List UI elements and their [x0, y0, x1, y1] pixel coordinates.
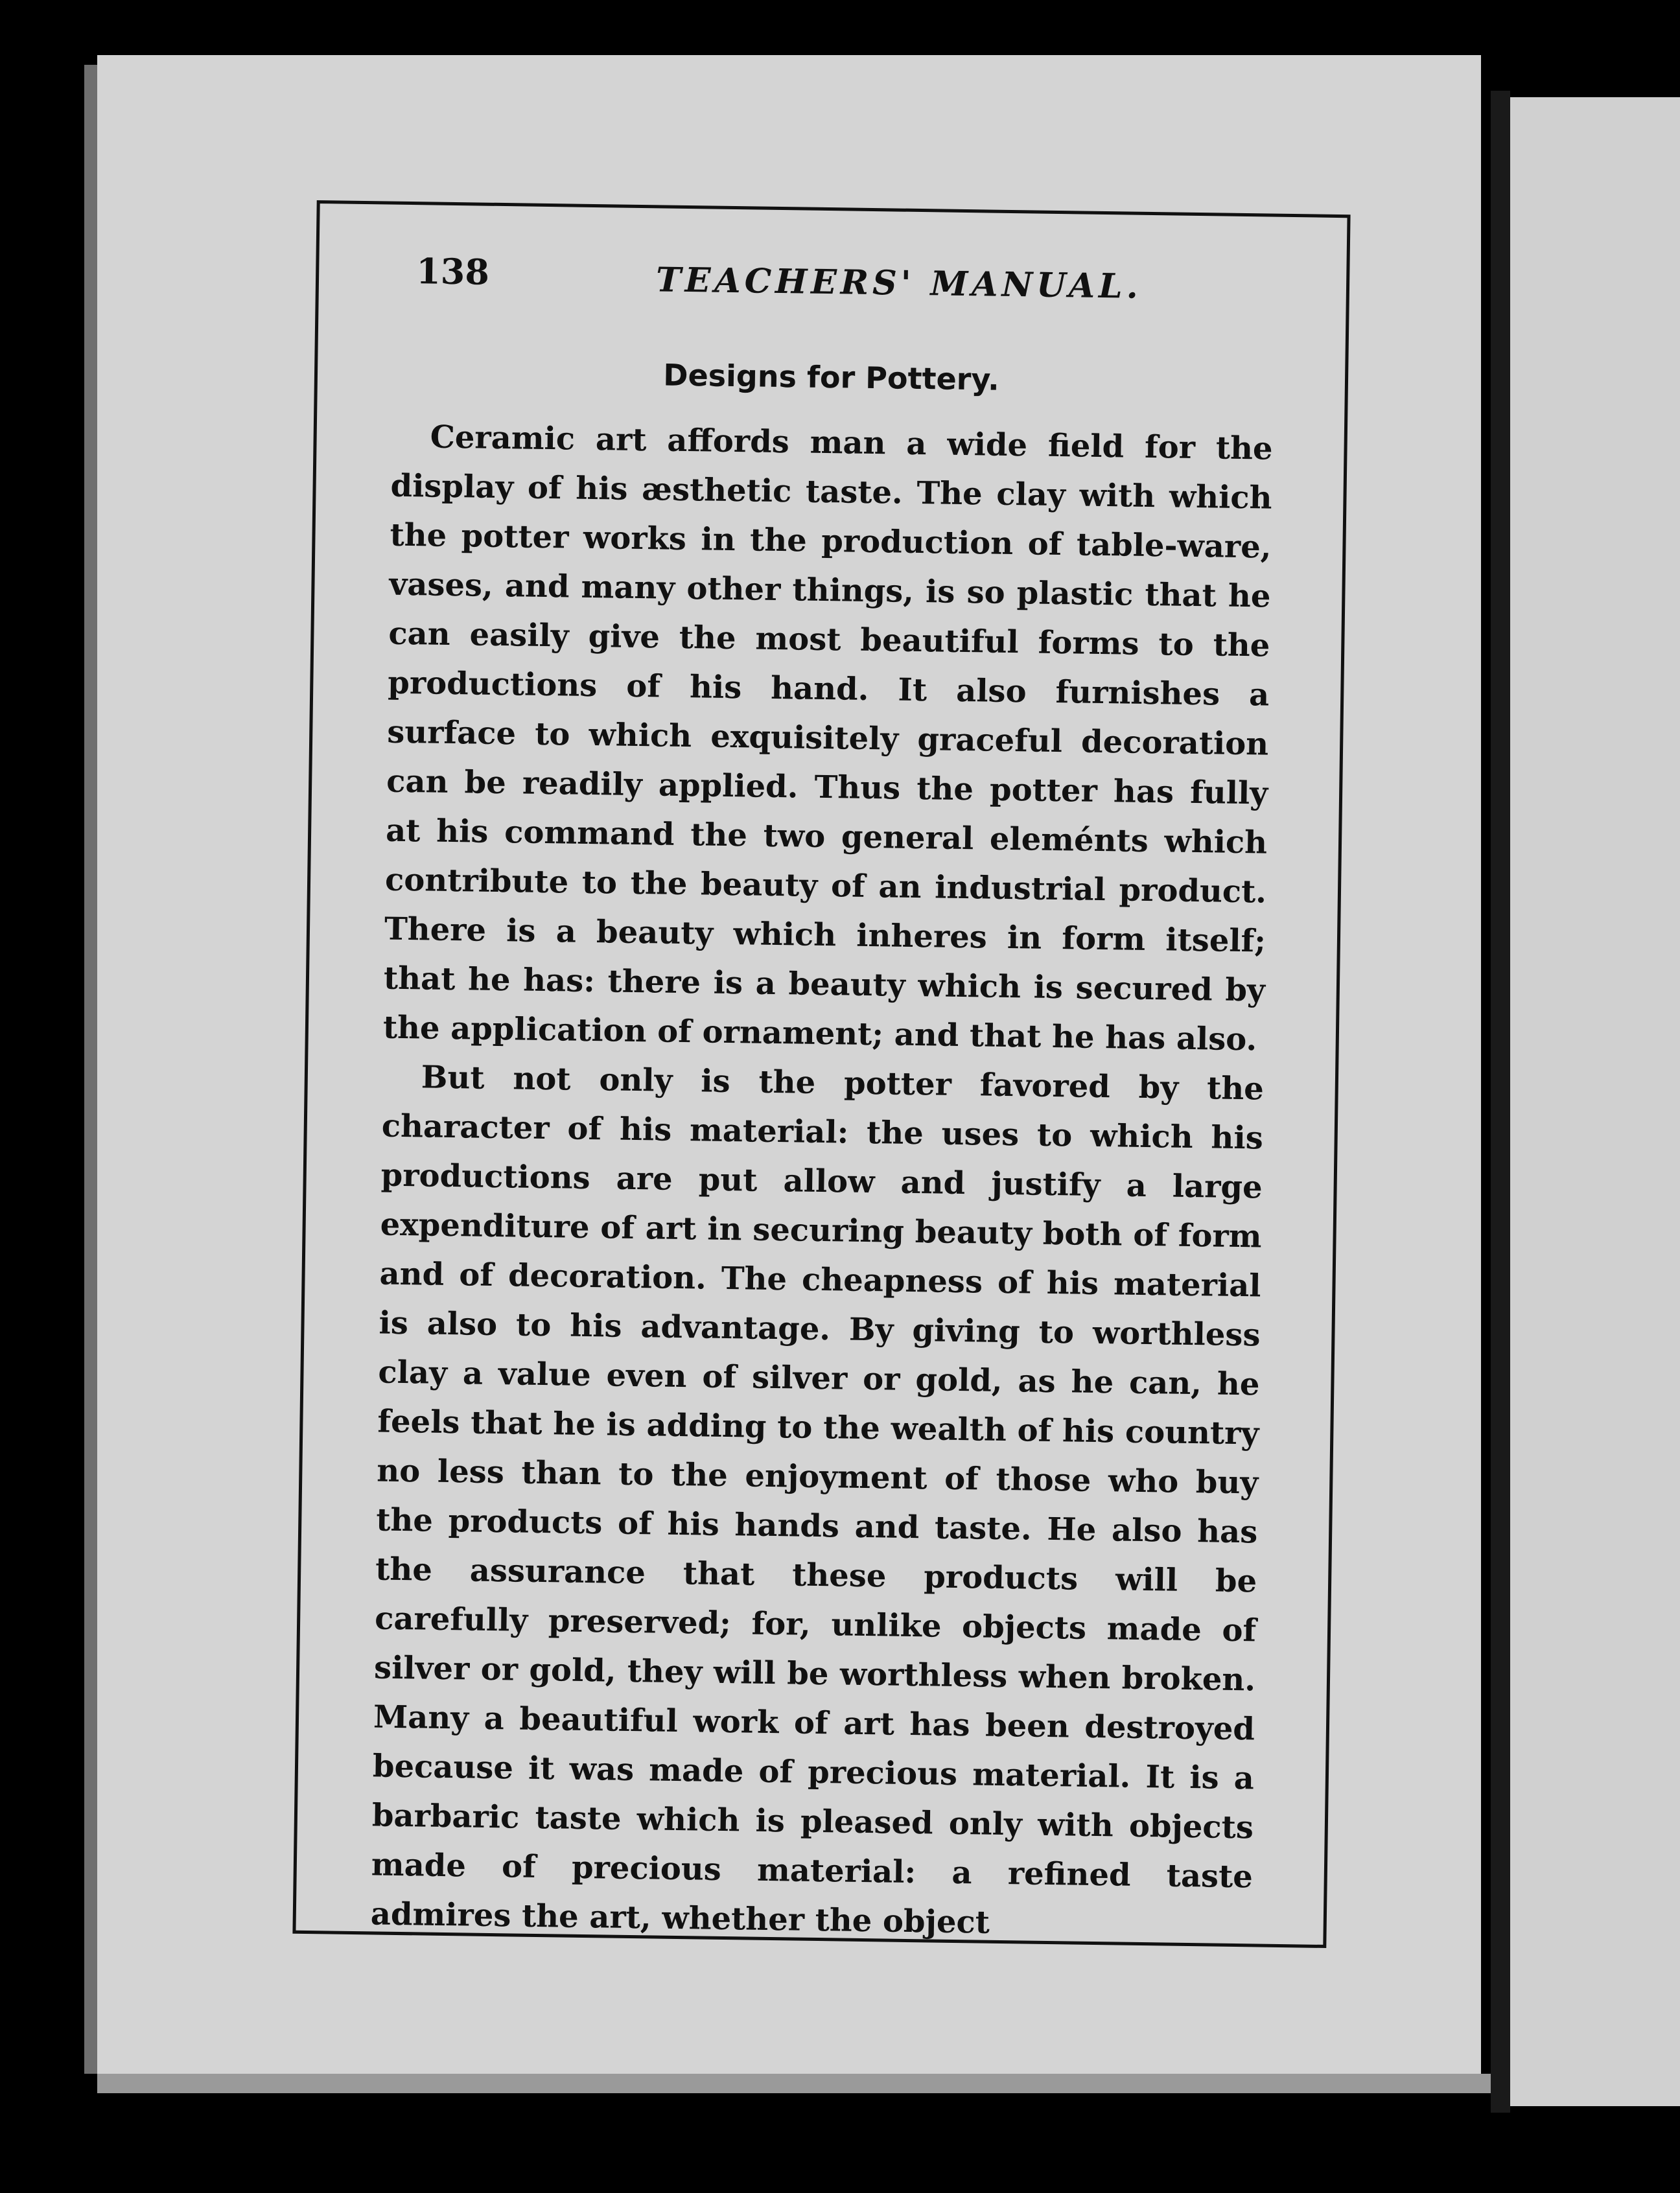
- page-edge: [84, 65, 99, 2074]
- facing-page: [1510, 97, 1680, 2106]
- running-head: TEACHERS' MANUAL.: [655, 260, 1143, 307]
- book-gutter: [1491, 91, 1510, 2113]
- paragraph: But not only is the potter favored by the character of his material: the uses to which his productions are put allow and justify a large expenditure of art in securing beauty both of form and of decoration. The cheapness of his material is also to his advantage. By giving to worthless clay a value even of silver or gold, as he can, he feels that he is adding to the wealth of his country no less than to the enjoyment of those who buy the products of his hands and taste. He also has the assurance that these products will be carefully preserved; for, unlike objects made of silver or gold, they will be worthless when broken. Many a beautiful work of art has been destroyed because it was made of precious material. It is a barbaric taste which is pleased only with objects made of precious material: a refined taste admires the art, whether the object: [370, 1059, 1265, 1941]
- body-text: [370, 412, 1273, 1951]
- section-title: Designs for Pottery.: [662, 357, 1000, 397]
- page-bottom-edge: [97, 2074, 1491, 2093]
- text-frame: [292, 200, 1350, 1948]
- page-number: 138: [415, 250, 490, 293]
- paragraph: Ceramic art affords man a wide field for the display of his æsthetic taste. The clay with which the potter works in the production of table-ware, vases, and many other things, is so plastic that he can easily give the most beautiful forms to the productions of his hand. It also furnishes a surface to which exquisitely graceful decoration can be readily applied. Thus the potter has fully at his command the two general eleménts which contribute to the beauty of an industrial product. There is a beauty which inheres in form itself; that he has: there is a beauty which is secured by the application of ornament; and that he has also.: [382, 419, 1273, 1058]
